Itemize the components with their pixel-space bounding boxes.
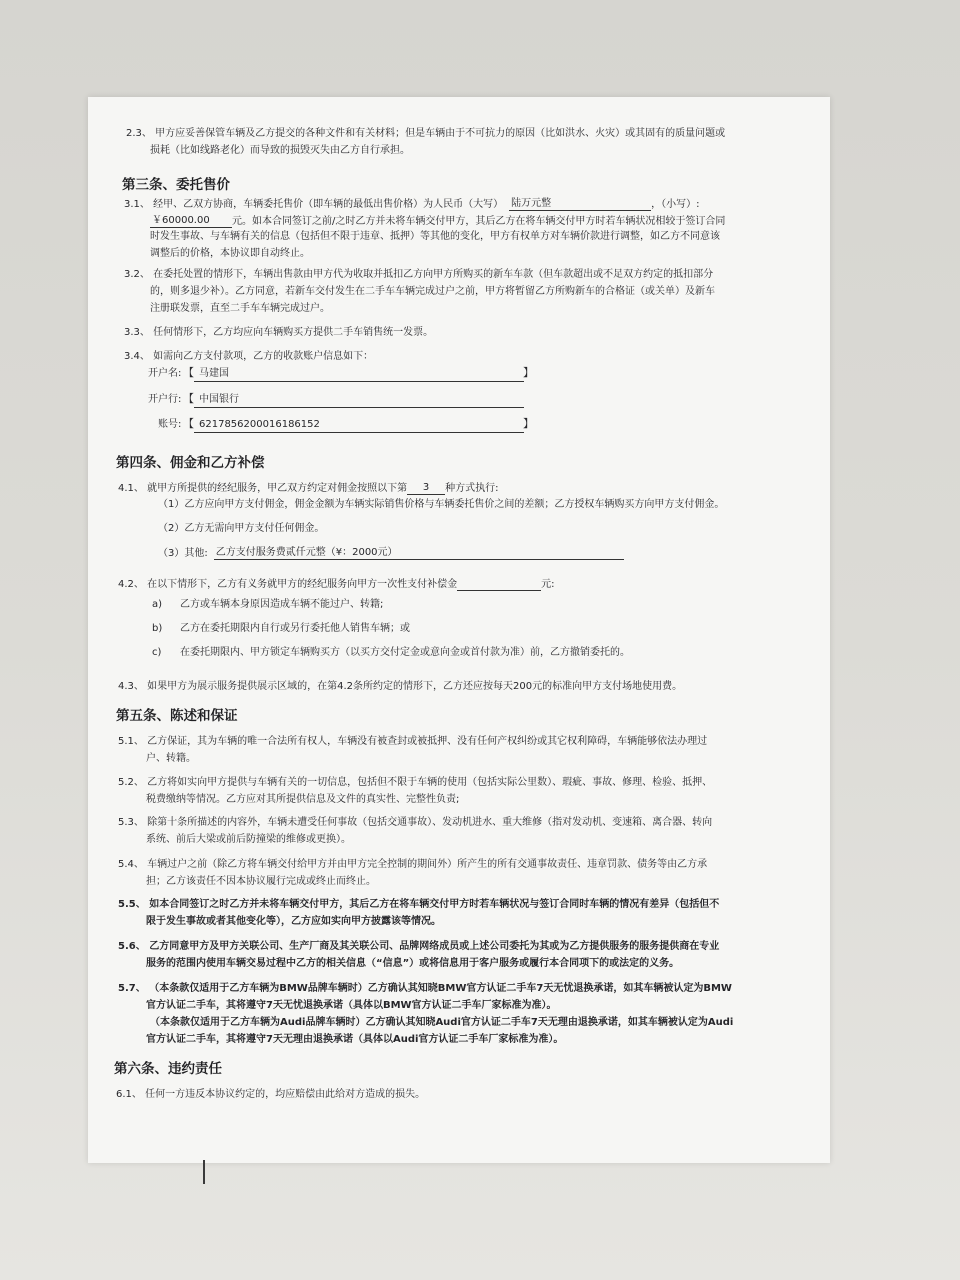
amount-in-figures-field: ￥60000.00: [150, 214, 232, 228]
clause-5-6-line-1: 5.6、 乙方同意甲方及甲方关联公司、生产厂商及其关联公司、品牌网络成员或上述公司委托为其或为乙方提供服务的服务提供商在专业: [118, 941, 720, 952]
bank-underline: [194, 407, 524, 408]
clause-5-5-line-1: 5.5、 如本合同签订之时乙方并未将车辆交付甲方，其后乙方在将车辆交付甲方时若车辆状况与签订合同时车辆的情况有差异（包括但不: [118, 899, 720, 910]
option-3: [158, 546, 624, 560]
clause-5-1-line-1: 5.1、 乙方保证，其为车辆的唯一合法所有权人，车辆没有被查封或被抵押、没有任何产权纠纷或其它权利障碍，车辆能够依法办理过: [118, 736, 708, 747]
clause-4-2-line-1: [118, 578, 554, 591]
clause-5-3-line-2: 系统、前后大梁或前后防撞梁的维修或更换）。: [146, 834, 351, 845]
clause-5-2-line-2: 税费缴纳等情况。乙方应对其所提供信息及文件的真实性、完整性负责;: [146, 794, 460, 805]
article-4-heading: 第四条、佣金和乙方补偿: [116, 455, 265, 471]
account-name-value: 马建国: [199, 368, 229, 379]
clause-5-7-line-3: （本条款仅适用于乙方车辆为Audi品牌车辆时）乙方确认其知晓Audi官方认证二手车7天无理由退换承诺，如其车辆被认定为Audi: [150, 1017, 734, 1028]
article-3-heading: 第三条、委托售价: [122, 177, 230, 193]
item-b-text: 乙方在委托期限内自行或另行委托他人销售车辆；或: [180, 623, 410, 634]
item-b-letter: b): [152, 623, 163, 634]
clause-3-1-line-3: 时发生事故、与车辆有关的信息（包括但不限于违章、抵押）等其他的变化，甲方有权单方对车辆价款进行调整，如乙方不同意该: [150, 231, 720, 242]
clause-4-2-text-a: 4.2、 在以下情形下，乙方有义务就甲方的经纪服务向甲方一次性支付补偿金: [118, 579, 458, 590]
option-3-value-field: 乙方支付服务费贰仟元整（¥：2000元）: [214, 546, 624, 560]
clause-5-4-line-1: 5.4、 车辆过户之前（除乙方将车辆交付给甲方并由甲方完全控制的期间外）所产生的所有交通事故责任、违章罚款、债务等由乙方承: [118, 859, 708, 870]
clause-5-7-line-1: 5.7、 （本条款仅适用于乙方车辆为BMW品牌车辆时）乙方确认其知晓BMW官方认证二手车7天无忧退换承诺，如其车辆被认定为BMW: [118, 983, 732, 994]
bracket-close: 】: [523, 417, 534, 430]
amount-in-words-field: 陆万元整: [509, 197, 651, 211]
account-number-value: 6217856200016186152: [199, 419, 320, 430]
account-number-underline: [194, 432, 524, 433]
clause-3-3: 3.3、 任何情形下，乙方均应向车辆购买方提供二手车销售统一发票。: [124, 327, 434, 338]
clause-4-1-text-a: 4.1、 就甲方所提供的经纪服务，甲乙双方约定对佣金按照以下第: [118, 483, 408, 494]
item-a-text: 乙方或车辆本身原因造成车辆不能过户、转籍;: [180, 599, 384, 610]
bracket-close: 】: [523, 366, 534, 379]
clause-5-4-line-2: 担；乙方该责任不因本协议履行完成或终止而终止。: [146, 876, 376, 887]
clause-3-4: 3.4、 如需向乙方支付款项，乙方的收款账户信息如下：: [124, 351, 374, 362]
clause-2-3-line-2: 损耗（比如线路老化）而导致的损毁灭失由乙方自行承担。: [150, 145, 410, 156]
option-1: （1）乙方应向甲方支付佣金，佣金金额为车辆实际销售价格与车辆委托售价之间的差额；乙方授权车辆购买方向甲方支付佣金。: [158, 499, 725, 510]
clause-3-1-line-2: [150, 214, 725, 228]
bank-value: 中国银行: [199, 394, 239, 405]
pen-mark: [203, 1160, 205, 1184]
account-number-label: 账号:: [158, 419, 182, 430]
clause-2-3-line-1: 2.3、 甲方应妥善保管车辆及乙方提交的各种文件和有关材料；但是车辆由于不可抗力的原因（比如洪水、火灾）或其固有的质量问题或: [126, 128, 726, 139]
bracket-open: 【: [183, 366, 194, 379]
clause-3-1-line-1: [124, 197, 699, 211]
option-choice-field: 3: [407, 481, 445, 495]
clause-3-1-text-a: 3.1、 经甲、乙双方协商，车辆委托售价（即车辆的最低出售价格）为人民币（大写）: [124, 199, 504, 210]
clause-4-1-line-1: [118, 481, 498, 495]
clause-3-1-text-c: 元。如本合同签订之前/之时乙方并未将车辆交付甲方，其后乙方在将车辆交付甲方时若车辆状况相较于签订合同: [232, 216, 726, 227]
document-page: [88, 97, 830, 1163]
clause-6-1: 6.1、 任何一方违反本协议约定的，均应赔偿由此给对方造成的损失。: [116, 1089, 426, 1100]
article-5-heading: 第五条、陈述和保证: [116, 708, 238, 724]
clause-3-1-line-4: 调整后的价格，本协议即自动终止。: [150, 248, 310, 259]
clause-5-7-line-2: 官方认证二手车，其将遵守7天无忧退换承诺（具体以BMW官方认证二手车厂家标准为准）。: [146, 1000, 557, 1011]
clause-5-2-line-1: 5.2、 乙方将如实向甲方提供与车辆有关的一切信息，包括但不限于车辆的使用（包括实际公里数）、瑕疵、事故、修理、检验、抵押、: [118, 777, 713, 788]
clause-5-6-line-2: 服务的范围内使用车辆交易过程中乙方的相关信息（“信息”）或将信息用于客户服务或履行本合同项下的或法定的义务。: [146, 958, 680, 969]
item-c-text: 在委托期限内、甲方锁定车辆购买方（以买方交付定金或意向金或首付款为准）前，乙方撤销委托的。: [180, 647, 630, 658]
article-6-heading: 第六条、违约责任: [114, 1061, 222, 1077]
account-name-underline: [194, 381, 524, 382]
clause-4-2-text-b: 元:: [541, 579, 555, 590]
bracket-open: 【: [183, 417, 194, 430]
option-2: （2）乙方无需向甲方支付任何佣金。: [158, 523, 325, 534]
clause-3-2-line-3: 注册联发票，直至二手车车辆完成过户。: [150, 303, 330, 314]
item-a-letter: a): [152, 599, 163, 610]
bank-label: 开户行:: [148, 394, 182, 405]
item-c-letter: c): [152, 647, 162, 658]
clause-5-1-line-2: 户、转籍。: [146, 753, 196, 764]
option-3-label: （3）其他:: [158, 548, 208, 559]
bracket-open: 【: [183, 392, 194, 405]
clause-5-3-line-1: 5.3、 除第十条所描述的内容外，车辆未遭受任何事故（包括交通事故）、发动机进水、重大维修（指对发动机、变速箱、离合器、转向: [118, 817, 713, 828]
clause-4-3: 4.3、 如果甲方为展示服务提供展示区域的，在第4.2条所约定的情形下，乙方还应按每天200元的标准向甲方支付场地使用费。: [118, 681, 683, 692]
clause-4-1-text-b: 种方式执行:: [445, 483, 499, 494]
account-name-label: 开户名:: [148, 368, 182, 379]
clause-3-1-text-b: ，（小写）:: [651, 199, 700, 210]
clause-3-2-line-2: 的，则多退少补）。乙方同意，若新车交付发生在二手车车辆完成过户之前，甲方将暂留乙方所购新车的合格证（或关单）及新车: [150, 286, 715, 297]
clause-5-7-line-4: 官方认证二手车，其将遵守7天无理由退换承诺（具体以Audi官方认证二手车厂家标准为准）。: [146, 1034, 564, 1045]
clause-5-5-line-2: 限于发生事故或者其他变化等），乙方应如实向甲方披露该等情况。: [146, 916, 441, 927]
compensation-amount-field: [457, 578, 541, 591]
clause-3-2-line-1: 3.2、 在委托处置的情形下，车辆出售款由甲方代为收取并抵扣乙方向甲方所购买的新车车款（但车款超出或不足双方约定的抵扣部分: [124, 269, 714, 280]
